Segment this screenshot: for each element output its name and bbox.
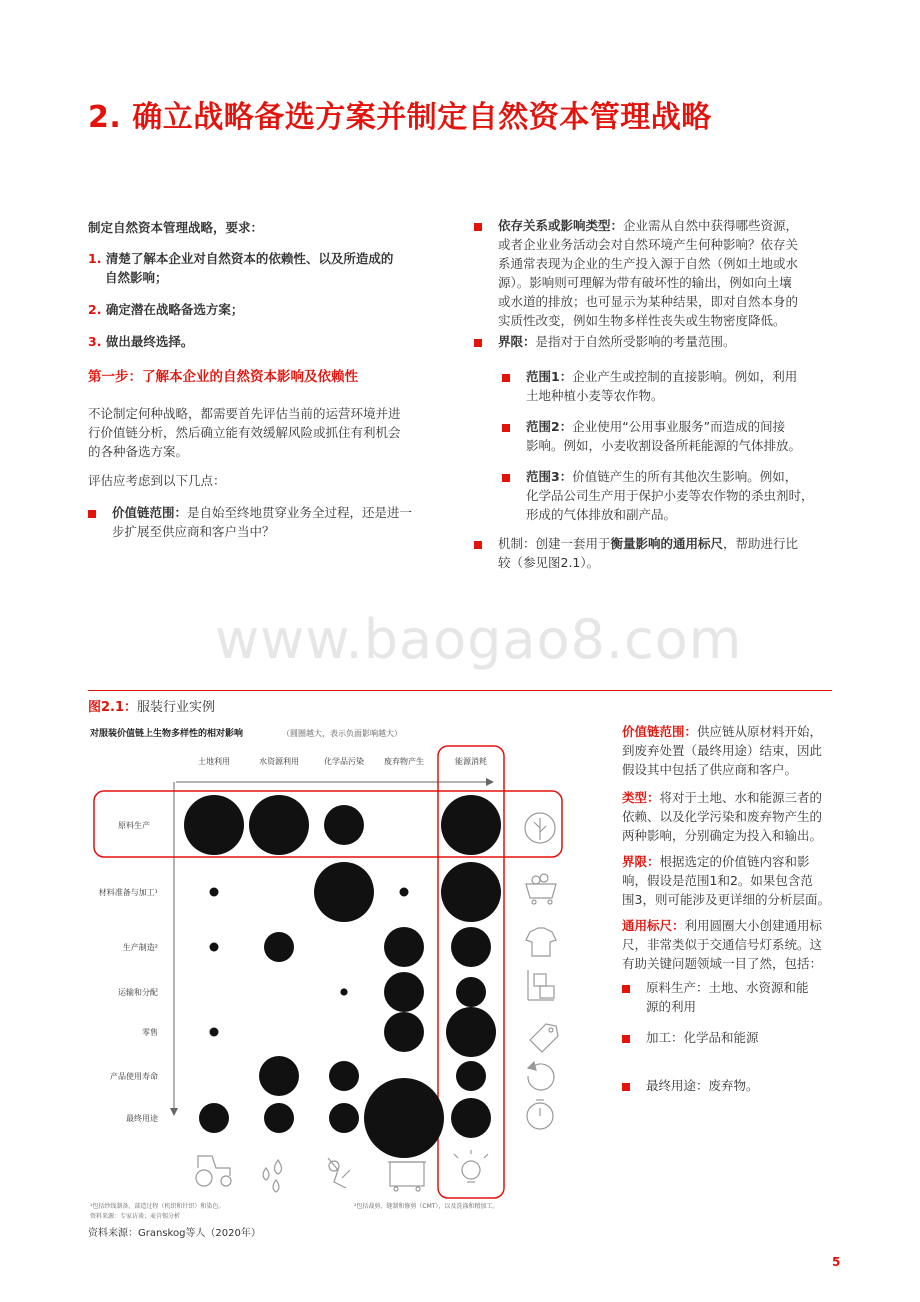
s2-line2: 影响。例如，小麦收割设备所耗能源的气体排放。 [526,438,802,453]
sidebar-p2-line2: 依赖、以及化学污染和废弃物产生的 [622,809,823,824]
impact-bubble [264,1103,294,1133]
row-label: 零售 [142,1028,158,1037]
b1-line4: 源）。影响则可理解为带有破坏性的输出，例如向土壤 [498,275,792,290]
figure-top-rule [88,690,832,691]
column-label: 废弃物产生 [384,757,424,766]
bullet-marker [474,223,482,231]
sidebar-p1-line2: 到废弃处置（最终用途）结束，因此 [622,743,823,758]
s3-line1: 范围3：价值链产生的所有其他次生影响。例如， [526,469,798,484]
para1-line3: 的各种备选方案。 [88,444,189,459]
para1-line2: 行价值链分析，然后确立能有效缓解风险或抓住有利机会 [88,425,401,440]
impact-bubble [210,943,219,952]
sub-bullet-marker [502,424,510,432]
sidebar-list-3: 最终用途：废弃物。 [646,1078,759,1093]
page-title: 2. 确立战略备选方案并制定自然资本管理战略 [88,100,712,135]
step-1-cont: 自然影响； [105,270,168,285]
b1-line2: 或者企业业务活动会对自然环境产生何种影响？依存关 [498,237,799,252]
bullet1-line1: 价值链范围：是自始至终地贯穿业务全过程，还是进一 [112,505,413,520]
impact-bubble [384,972,424,1012]
tree-icon [525,813,555,843]
figure-caption: 图2.1：服装行业实例 [88,700,216,715]
impact-bubble [314,862,374,922]
impact-bubble [364,1078,444,1158]
svg-text:对服装价值链上生物多样性的相对影响: 对服装价值链上生物多样性的相对影响 [90,729,244,739]
b1-line6: 实质性改变，例如生物多样性丧失或生物密度降低。 [498,313,786,328]
water-drops-icon [263,1160,282,1192]
impact-bubble [384,1012,424,1052]
b1-line3: 系通常表现为企业的生产投入源于自然（例如土地或水 [498,256,799,271]
impact-bubble [329,1103,359,1133]
row-label: 运输和分配 [118,988,158,997]
sidebar-list-2: 加工：化学品和能源 [646,1030,759,1045]
b3-line1: 机制：创建一套用于衡量影响的通用标尺，帮助进行比 [498,536,799,551]
impact-bubble [324,805,364,845]
figure-source: 资料来源：Granskog等人（2020年） [88,1228,261,1239]
row-label: 最终用途 [126,1114,158,1123]
footnote-2: 资料来源：专家访谈；麦肯锡分析 [90,1213,181,1220]
sidebar-p1-line1: 价值链范围：供应链从原材料开始， [622,724,823,739]
tshirt-icon [526,928,556,956]
b1-line1: 依存关系或影响类型：企业需从自然中获得哪些资源， [498,218,799,233]
s3-line2: 化学品公司生产用于保护小麦等农作物的杀虫剂时， [526,488,814,503]
cart-icon [526,874,556,904]
impact-bubble [400,888,409,897]
impact-bubble [210,888,219,897]
s2-line1: 范围2：企业使用“公用事业服务”而造成的间接 [526,419,786,434]
impact-bubble [259,1056,299,1096]
row-label: 原料生产 [118,821,150,830]
bullet-marker [474,339,482,347]
tag-icon [530,1024,558,1052]
s1-line2: 土地种植小麦等农作物。 [526,388,664,403]
sidebar-bullet-marker [622,1035,630,1043]
step-1: 1. 清楚了解本企业对自然资本的依赖性、以及所造成的 [88,251,394,266]
sidebar-bullet-marker [622,985,630,993]
sidebar-list-1-line2: 源的利用 [646,999,697,1014]
column-label: 能源消耗 [455,757,487,766]
impact-bubble [441,795,501,855]
stopwatch-icon [527,1100,553,1129]
bullet-marker [88,510,96,518]
impact-bubble [456,1061,486,1091]
impact-bubble [199,1103,229,1133]
row-label: 产品使用寿命 [110,1072,158,1081]
impact-bubble [451,1098,491,1138]
sidebar-p4-line3: 有助关键问题领域一目了然，包括： [622,956,823,971]
impact-bubble [384,927,424,967]
cycle-icon [528,1062,554,1090]
impact-bubble [210,1028,219,1037]
sidebar-bullet-marker [622,1083,630,1091]
footnote-1: ¹包括纱线制备、部造过程（机织和针织）和染色。 [90,1203,225,1210]
b2-line: 界限：是指对于自然所受影响的考量范围。 [498,334,736,349]
impact-bubble [340,988,347,995]
impact-bubble [264,932,294,962]
lightbulb-icon [454,1150,488,1182]
sub-bullet-marker [502,374,510,382]
s1-line1: 范围1：企业产生或控制的直接影响。例如，利用 [526,369,798,384]
page-number: 5 [832,1255,841,1269]
impact-bubble [184,795,244,855]
sub-bullet-marker [502,474,510,482]
impact-bubble-chart [88,720,588,1230]
footnote-3: ²包括裁剪、缝制和修剪（CMT），以及洗涤和精加工。 [354,1203,499,1210]
y-axis-arrowhead [170,1108,178,1116]
step-heading: 第一步：了解本企业的自然资本影响及依赖性 [88,369,358,385]
sidebar-p4-line2: 尺，非常类似于交通信号灯系统。这 [622,937,823,952]
chart-subtitle [89,727,402,739]
step-3: 3. 做出最终选择。 [88,334,194,349]
b3-line2: 较（参见图2.1）。 [498,555,600,570]
s3-line3: 形成的气体排放和副产品。 [526,507,677,522]
chemical-icon [328,1158,350,1188]
sidebar-list-1-line1: 原料生产：土地、水资源和能 [646,980,809,995]
row-label: 生产制造² [122,943,158,952]
column-label: 化学品污染 [324,757,364,766]
column-label: 土地利用 [198,757,230,766]
sidebar-p4-line1: 通用标尺：利用圆圈大小创建通用标 [622,918,823,933]
svg-text:（圆圈越大，表示负面影响越大）: （圆圈越大，表示负面影响越大） [282,729,402,738]
sidebar-p2-line1: 类型：将对于土地、水和能源三者的 [622,790,823,805]
tractor-icon [196,1156,231,1186]
step-2: 2. 确定潜在战略备选方案； [88,302,244,317]
para2: 评估应考虑到以下几点： [88,473,226,488]
bullet1-line2: 步扩展至供应商和客户当中？ [112,524,275,539]
sidebar-p2-line3: 两种影响，分别确定为投入和输出。 [622,828,823,843]
impact-bubble [329,1061,359,1091]
watermark: www.baogao8.com [215,608,743,671]
para1-line1: 不论制定何种战略，都需要首先评估当前的运营环境并进 [88,406,401,421]
sidebar-p3-line1: 界限：根据选定的价值链内容和影 [622,854,810,869]
sidebar-p3-line2: 响，假设是范围1和2。如果包含范 [622,873,813,888]
impact-bubble [446,1007,496,1057]
row-label: 材料准备与加工¹ [98,888,158,897]
waste-bin-icon [388,1162,426,1191]
b1-line5: 或水道的排放；也可显示为某种结果，即对自然本身的 [498,294,799,309]
intro-text: 制定自然资本管理战略，要求： [88,220,264,235]
boxes-icon [528,970,554,1000]
impact-bubble [456,977,486,1007]
column-label: 水资源利用 [259,757,299,766]
sidebar-p3-line3: 围3，则可能涉及更详细的分析层面。 [622,892,830,907]
bullet-marker [474,541,482,549]
impact-bubble [451,927,491,967]
sidebar-p1-line3: 假设其中包括了供应商和客户。 [622,762,798,777]
x-axis-arrowhead [486,778,494,786]
impact-bubble [249,795,309,855]
impact-bubble [441,862,501,922]
